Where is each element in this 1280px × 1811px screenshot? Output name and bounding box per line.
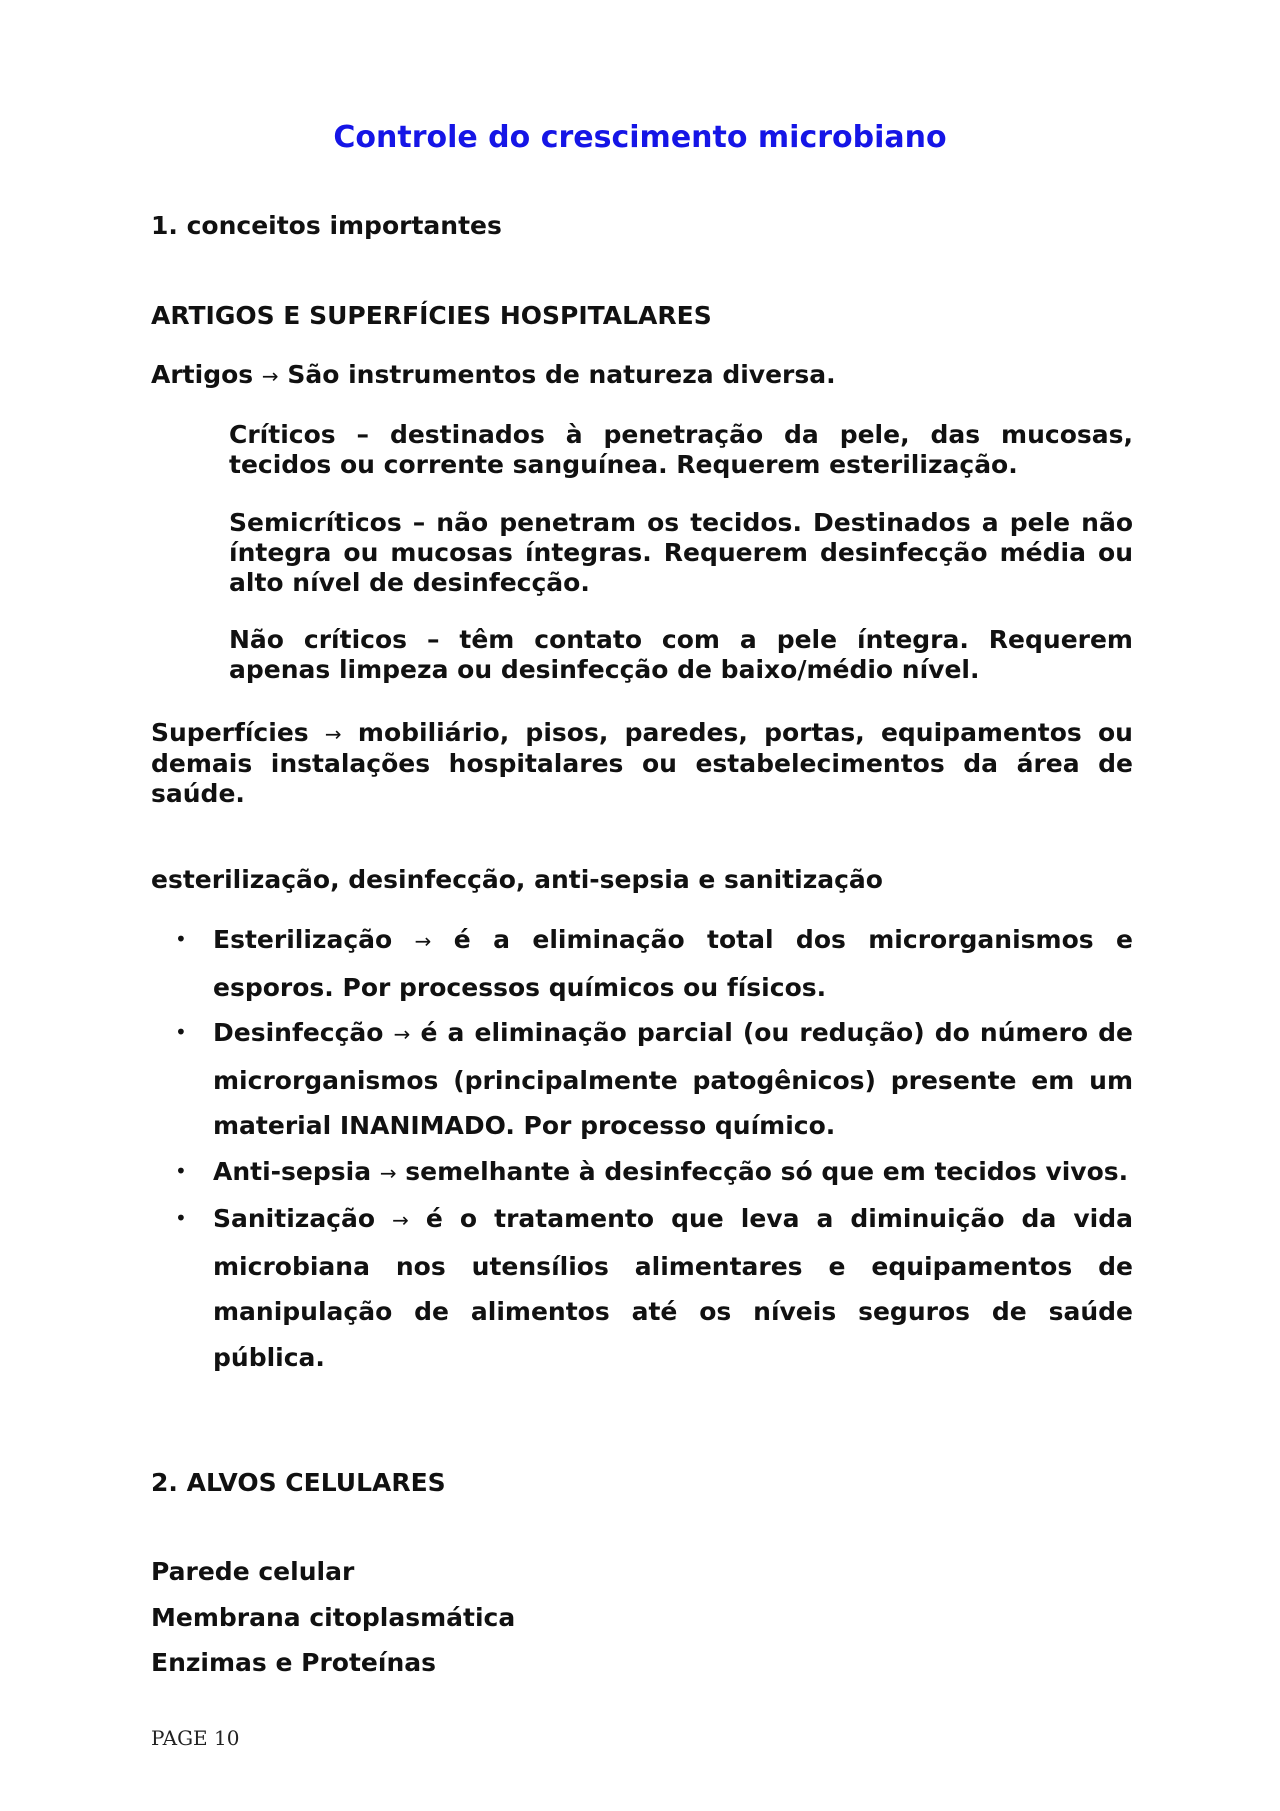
target-item: Enzimas e Proteínas <box>151 1648 437 1677</box>
category-semicriticos: Semicríticos – não penetram os tecidos. Destinados a pele não íntegra ou mucosas íntegras. Requerem desinfecção média ou alto nível de desinfecção. <box>229 508 1133 597</box>
superficies-text: mobiliário, pisos, paredes, portas, equipamentos ou demais instalações hospitalares ou estabelecimentos da área de saúde. <box>151 718 1133 808</box>
list-item <box>151 1010 1133 1149</box>
process-term: Esterilização <box>213 925 393 954</box>
bullet-icon: • <box>175 1020 187 1044</box>
process-term: Desinfecção <box>213 1018 384 1047</box>
target-item: Membrana citoplasmática <box>151 1603 516 1632</box>
list-item <box>151 1196 1133 1380</box>
right-arrow-icon: → <box>392 1208 409 1232</box>
page-number: PAGE 10 <box>151 1726 240 1750</box>
list-item <box>151 917 1133 1010</box>
process-text: é a eliminação parcial (ou redução) do número de microrganismos (principalmente patogênicos) presente em um material INANIMADO. Por processo químico. <box>213 1018 1133 1140</box>
target-item: Parede celular <box>151 1557 355 1586</box>
section-heading-2: 2. ALVOS CELULARES <box>151 1468 446 1497</box>
artigos-definition <box>151 360 836 391</box>
process-term: Sanitização <box>213 1204 376 1233</box>
page-title: Controle do crescimento microbiano <box>333 120 947 155</box>
section-heading-1: 1. conceitos importantes <box>151 211 502 240</box>
processes-list <box>151 917 1133 1380</box>
category-nao-criticos: Não críticos – têm contato com a pele íntegra. Requerem apenas limpeza ou desinfecção de baixo/médio nível. <box>229 625 1133 684</box>
process-text: é a eliminação total dos microrganismos e esporos. Por processos químicos ou físicos. <box>213 925 1133 1002</box>
artigos-text: São instrumentos de natureza diversa. <box>287 360 836 389</box>
bullet-icon: • <box>175 927 187 951</box>
process-text: é o tratamento que leva a diminuição da vida microbiana nos utensílios alimentares e equipamentos de manipulação de alimentos até os níveis seguros de saúde pública. <box>213 1204 1133 1372</box>
bullet-icon: • <box>175 1206 187 1230</box>
list-item <box>151 1149 1133 1197</box>
bullet-icon: • <box>175 1158 187 1183</box>
process-term: Anti-sepsia <box>213 1156 372 1186</box>
superficies-definition <box>151 718 1133 809</box>
right-arrow-icon: → <box>261 364 279 388</box>
right-arrow-icon: → <box>324 722 342 746</box>
right-arrow-icon: → <box>393 1022 411 1046</box>
process-text: semelhante à desinfecção só que em tecidos vivos. <box>405 1156 1129 1186</box>
right-arrow-icon: → <box>414 929 432 953</box>
processes-heading: esterilização, desinfecção, anti-sepsia e sanitização <box>151 865 883 894</box>
superficies-term: Superfícies <box>151 718 309 747</box>
category-criticos: Críticos – destinados à penetração da pele, das mucosas, tecidos ou corrente sanguínea. Requerem esterilização. <box>229 420 1133 479</box>
subheading-artigos-superficies: ARTIGOS E SUPERFÍCIES HOSPITALARES <box>151 301 712 330</box>
right-arrow-icon: → <box>379 1160 397 1185</box>
artigos-term: Artigos <box>151 360 254 389</box>
